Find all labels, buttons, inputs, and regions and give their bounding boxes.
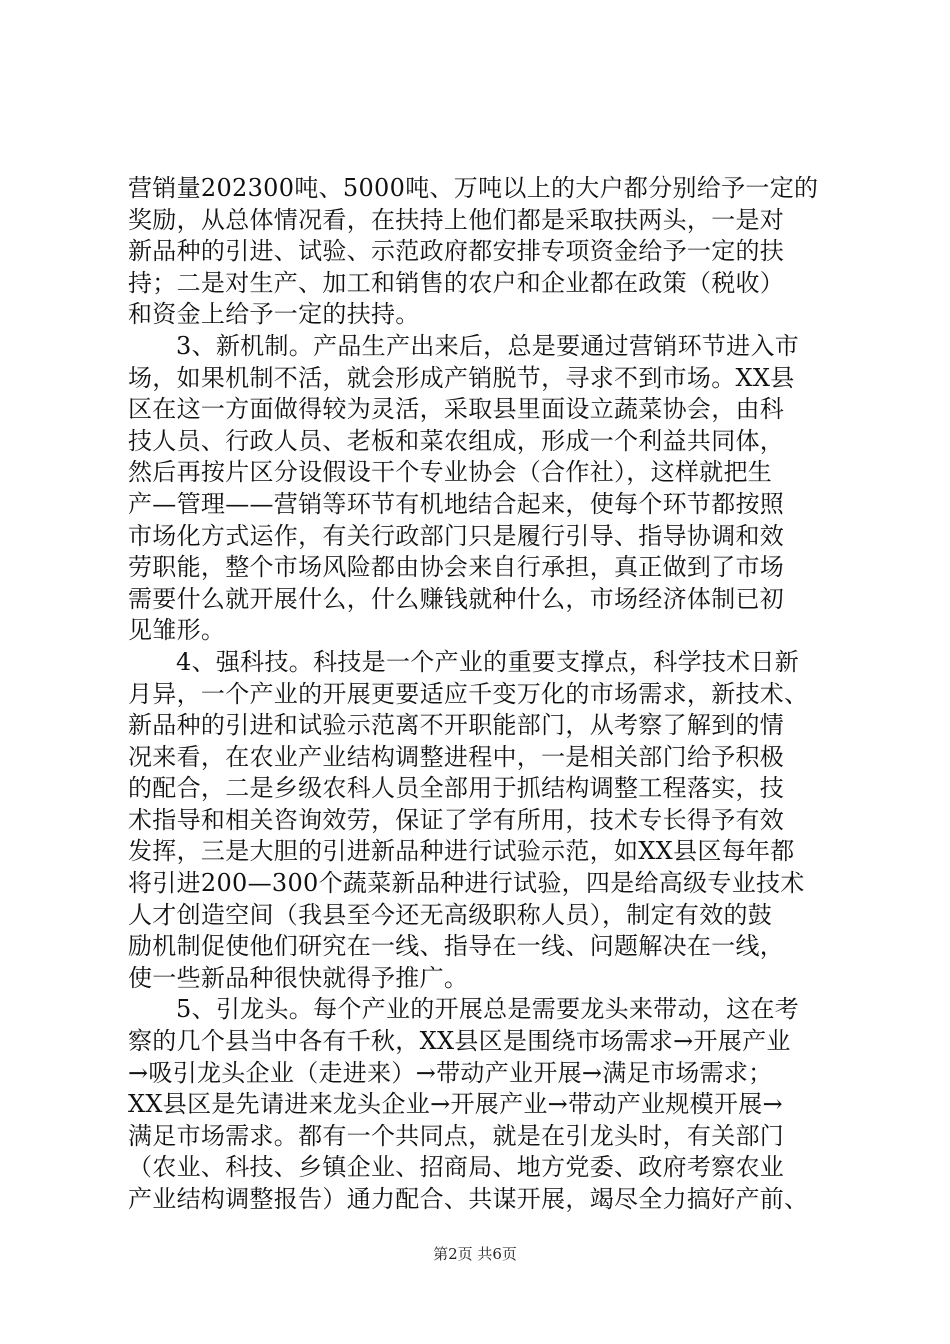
text-line: 市场化方式运作，有关行政部门只是履行引导、指导协调和效: [128, 521, 785, 550]
paragraph-start-line: 3、新机制。产品生产出来后，总是要通过营销环节进入市: [176, 331, 800, 360]
text-line: →吸引龙头企业（走进来）→带动产业开展→满足市场需求；: [128, 1058, 773, 1087]
text-line: 发挥，三是大胆的引进新品种进行试验示范，如XX县区每年都: [128, 837, 795, 866]
text-line: 需要什么就开展什么，什么赚钱就种什么，市场经济体制已初: [128, 584, 785, 613]
text-line: 然后再按片区分设假设干个专业协会（合作社），这样就把生: [128, 458, 773, 487]
text-line: 新品种的引进、试验、示范政府都安排专项资金给予一定的扶: [128, 237, 785, 266]
text-line: 和资金上给予一定的扶持。: [128, 300, 420, 329]
text-line: （农业、科技、乡镇企业、招商局、地方党委、政府考察农业: [128, 1153, 785, 1182]
text-line: 产—管理——营销等环节有机地结合起来，使每个环节都按照: [128, 489, 785, 518]
text-line: 月异，一个产业的开展更要适应千变万化的市场需求，新技术、: [128, 679, 809, 708]
text-line: 新品种的引进和试验示范离不开职能部门，从考察了解到的情: [128, 711, 785, 740]
text-line: 场，如果机制不活，就会形成产销脱节，寻求不到市场。XX县: [128, 363, 795, 392]
text-line: 况来看，在农业产业结构调整进程中，一是相关部门给予积极: [128, 742, 785, 771]
text-line: 技人员、行政人员、老板和菜农组成，形成一个利益共同体，: [128, 426, 785, 455]
text-line: 术指导和相关咨询效劳，保证了学有所用，技术专长得予有效: [128, 805, 785, 834]
text-line: 产业结构调整报告）通力配合、共谋开展，竭尽全力搞好产前、: [128, 1185, 809, 1213]
text-line: 区在这一方面做得较为灵活，采取县里面设立蔬菜协会，由科: [128, 395, 785, 424]
text-line: 营销量202300吨、5000吨、万吨以上的大户都分别给予一定的: [128, 174, 819, 202]
text-line: 使一些新品种很快就得予推广。: [128, 963, 469, 992]
text-line: 持；二是对生产、加工和销售的农户和企业都在政策（税收）: [128, 268, 785, 297]
text-line: 的配合，二是乡级农科人员全部用于抓结构调整工程落实，技: [128, 774, 785, 803]
paragraph-start-line: 4、强科技。科技是一个产业的重要支撑点，科学技术日新: [176, 647, 800, 676]
text-line: 奖励，从总体情况看，在扶持上他们都是采取扶两头，一是对: [128, 205, 785, 234]
text-line: 将引进200—300个蔬菜新品种进行试验，四是给高级专业技术: [128, 869, 805, 898]
page-footer: [0, 1243, 950, 1264]
text-line: 满足市场需求。都有一个共同点，就是在引龙头时，有关部门: [128, 1121, 785, 1150]
text-line: 察的几个县当中各有千秋，XX县区是围绕市场需求→开展产业: [128, 1027, 791, 1056]
text-line: 人才创造空间（我县至今还无高级职称人员），制定有效的鼓: [128, 900, 773, 929]
document-body: [128, 173, 836, 1216]
text-line: 励机制促使他们研究在一线、指导在一线、问题解决在一线，: [128, 932, 785, 961]
text-line: 劳职能，整个市场风险都由协会来自行承担，真正做到了市场: [128, 553, 785, 582]
text-line: 见雏形。: [128, 616, 226, 645]
paragraph-start-line: 5、引龙头。每个产业的开展总是需要龙头来带动，这在考: [176, 995, 800, 1024]
text-line: XX县区是先请进来龙头企业→开展产业→带动产业规模开展→: [128, 1090, 783, 1119]
page-number-label: 第2页 共6页: [433, 1245, 517, 1263]
